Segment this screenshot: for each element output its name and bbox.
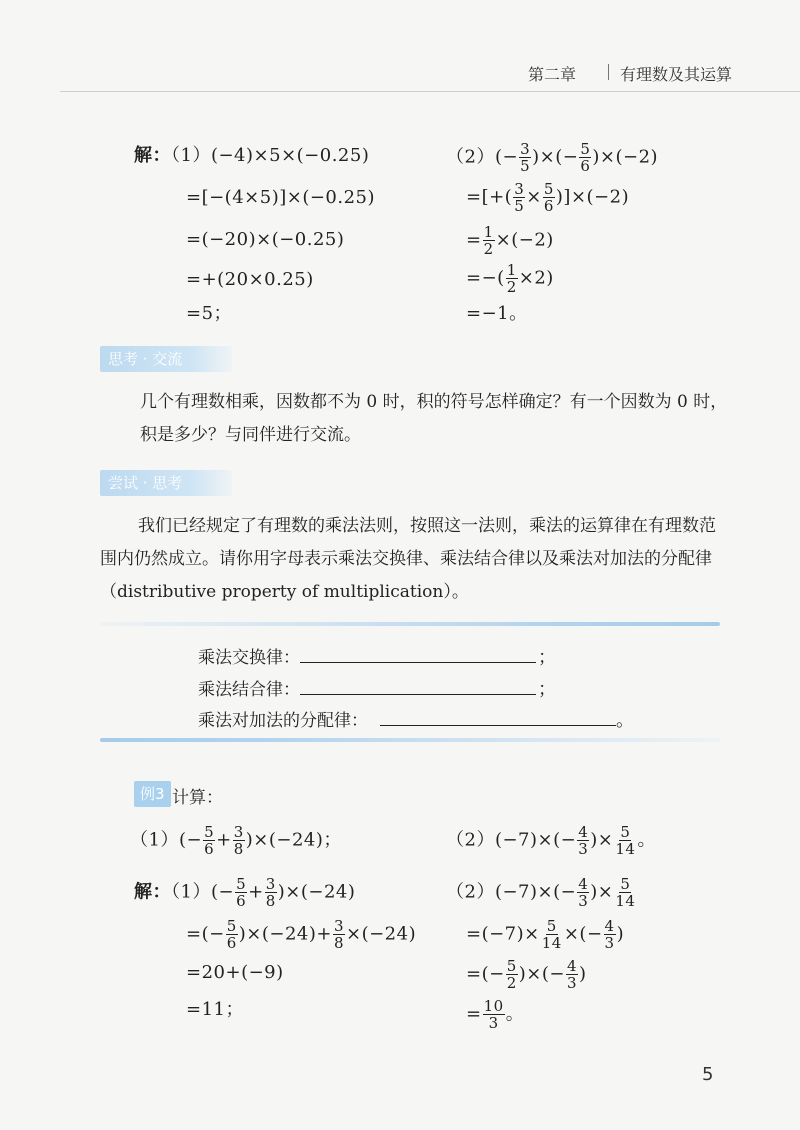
think-exchange-paragraph: 几个有理数相乘，因数都不为 0 时，积的符号怎样确定？有一个因数为 0 时，积是多少？与同伴进行交流。 (140, 392, 728, 445)
math-text: 。 (505, 1003, 525, 1025)
math-text: × (526, 186, 542, 208)
numerator: 3 (333, 917, 344, 935)
fraction (265, 876, 277, 909)
denominator: 6 (204, 840, 215, 858)
fraction (519, 141, 531, 174)
math-text: + (248, 881, 264, 903)
solution1-right-line1 (446, 141, 658, 174)
example3-solution1-line2 (186, 918, 416, 951)
math-text: ×(−24) (346, 923, 417, 945)
fraction (614, 824, 636, 857)
fill-label: 乘法对加法的分配律： (198, 711, 368, 731)
math-text: =(− (186, 923, 225, 945)
fraction (235, 876, 247, 909)
header-rule (60, 91, 800, 92)
numerator: 3 (514, 180, 525, 198)
fraction (577, 876, 589, 909)
example3-solution1-line1 (134, 876, 355, 909)
example3-question1 (130, 824, 342, 857)
fraction (233, 824, 245, 857)
denominator: 14 (541, 934, 562, 952)
denominator: 8 (265, 892, 276, 910)
numerator: 3 (233, 823, 244, 841)
math-text: ×(− (563, 923, 603, 945)
math-line: (−4)×5×(−0.25) (210, 145, 370, 166)
math-text: )×(−24) (277, 881, 356, 903)
denominator: 5 (520, 157, 531, 175)
denominator: 14 (615, 840, 636, 858)
numerator: 5 (226, 917, 237, 935)
fraction (513, 181, 525, 214)
chapter-label: 第二章 (528, 65, 577, 84)
numerator: 4 (604, 917, 615, 935)
example3-solution2-line4 (466, 998, 524, 1031)
part-index: （1） (171, 145, 211, 166)
numerator: 10 (483, 997, 504, 1015)
denominator: 6 (580, 157, 591, 175)
fraction (614, 876, 636, 909)
numerator: 1 (506, 261, 517, 279)
math-text: (− (494, 146, 519, 168)
math-text: =−( (466, 267, 505, 289)
math-text: ×2) (518, 267, 554, 289)
solution-label: 解： (134, 145, 171, 166)
denominator: 2 (506, 974, 517, 992)
numerator: 3 (520, 140, 531, 158)
numerator: 5 (620, 823, 631, 841)
solution1-right-line5: =−1。 (466, 303, 528, 324)
numerator: 5 (506, 957, 517, 975)
solution1-left-line4: =+(20×0.25) (186, 269, 314, 290)
blank-line-distributive[interactable] (380, 725, 616, 726)
section-tag-try-think: 尝试 · 思考 (100, 470, 232, 496)
example3-solution2-line2 (466, 918, 624, 951)
denominator: 8 (333, 934, 344, 952)
numerator: 4 (566, 957, 577, 975)
fraction (506, 958, 518, 991)
math-text: = (466, 1003, 482, 1025)
math-text: )× (590, 881, 614, 903)
math-text: )× (590, 829, 614, 851)
fill-row-associative (198, 675, 300, 700)
box-top-rule (100, 622, 720, 626)
denominator: 6 (236, 892, 247, 910)
part-index: （2） (446, 881, 495, 903)
fraction (483, 224, 495, 257)
fill-end-associative: ； (538, 679, 556, 700)
numerator: 5 (204, 823, 215, 841)
denominator: 2 (483, 240, 494, 258)
fraction (577, 824, 589, 857)
solution1-left-line5: =5； (186, 303, 233, 324)
box-bottom-rule (100, 738, 720, 742)
math-text: )×(−24)； (245, 829, 342, 851)
solution1-right-line3 (466, 224, 554, 257)
denominator: 3 (578, 840, 589, 858)
part-index: （1） (130, 829, 179, 851)
numerator: 4 (578, 823, 589, 841)
math-text: )×(− (518, 963, 565, 985)
fraction (541, 918, 563, 951)
fraction (579, 141, 591, 174)
numerator: 3 (265, 875, 276, 893)
solution1-right-line4 (466, 262, 554, 295)
fraction (203, 824, 215, 857)
fill-label: 乘法交换律： (198, 648, 300, 668)
math-text: (− (210, 881, 235, 903)
denominator: 5 (514, 197, 525, 215)
math-text: ) (616, 923, 625, 945)
math-text: )×(−24)+ (238, 923, 332, 945)
part-index: （2） (446, 829, 495, 851)
denominator: 3 (604, 934, 615, 952)
fraction (506, 262, 518, 295)
fill-row-commutative (198, 643, 300, 668)
math-text: = (466, 229, 482, 251)
fraction (543, 181, 555, 214)
fill-end-commutative: ； (538, 647, 556, 668)
chapter-title: 有理数及其运算 (620, 65, 733, 84)
section-tag-think-exchange: 思考 · 交流 (100, 346, 232, 372)
denominator: 6 (226, 934, 237, 952)
math-text: + (216, 829, 232, 851)
math-text: =[+( (466, 186, 513, 208)
math-text: )×(−2) (592, 146, 659, 168)
fraction (333, 918, 345, 951)
denominator: 3 (488, 1014, 499, 1032)
math-text: (−7)×(− (494, 829, 577, 851)
numerator: 5 (546, 917, 557, 935)
numerator: 5 (236, 875, 247, 893)
blank-line-commutative[interactable] (300, 662, 536, 663)
numerator: 5 (580, 140, 591, 158)
denominator: 3 (566, 974, 577, 992)
fill-end-distributive: 。 (616, 710, 634, 731)
fraction (604, 918, 616, 951)
example3-question2 (446, 824, 656, 857)
denominator: 6 (543, 197, 554, 215)
header-separator (608, 64, 609, 80)
denominator: 8 (233, 840, 244, 858)
solution1-left-line2: =[−(4×5)]×(−0.25) (186, 187, 376, 208)
example-prompt: 计算： (172, 788, 223, 808)
part-index: （1） (171, 881, 211, 903)
solution1-right-line2 (466, 181, 629, 214)
math-text: ) (579, 963, 587, 985)
math-text: )×(− (532, 146, 579, 168)
example3-solution1-line3: =20+(−9) (186, 962, 284, 983)
blank-line-associative[interactable] (300, 694, 536, 695)
solution1-left-line3: =(−20)×(−0.25) (186, 229, 345, 250)
example3-solution1-line4: =11； (186, 999, 244, 1020)
page-number: 5 (702, 1064, 714, 1085)
denominator: 3 (578, 892, 589, 910)
fraction (483, 998, 505, 1031)
math-text: )]×(−2) (555, 186, 630, 208)
example3-solution2-line1 (446, 876, 637, 909)
numerator: 5 (620, 875, 631, 893)
fraction (566, 958, 578, 991)
denominator: 14 (615, 892, 636, 910)
fill-label: 乘法结合律： (198, 680, 300, 700)
part-index: （2） (446, 146, 495, 168)
math-text: ×(−2) (495, 229, 554, 251)
math-text: =(− (466, 963, 505, 985)
solution1-left-line1 (134, 144, 369, 168)
denominator: 2 (506, 278, 517, 296)
example3-solution2-line3 (466, 958, 587, 991)
solution-label: 解： (134, 881, 171, 903)
numerator: 4 (578, 875, 589, 893)
math-text: =(−7)× (466, 923, 540, 945)
try-think-paragraph: 我们已经规定了有理数的乘法法则，按照这一法则，乘法的运算律在有理数范围内仍然成立。请你用字母表示乘法交换律、乘法结合律以及乘法对加法的分配律（distributive property of multiplication）。 (100, 516, 716, 602)
numerator: 5 (543, 180, 554, 198)
numerator: 1 (483, 223, 494, 241)
example-tag: 例3 (134, 781, 171, 807)
math-text: (−7)×(− (494, 881, 577, 903)
fraction (226, 918, 238, 951)
math-text: 。 (637, 829, 656, 851)
math-text: (− (178, 829, 203, 851)
fill-row-distributive (198, 706, 368, 731)
